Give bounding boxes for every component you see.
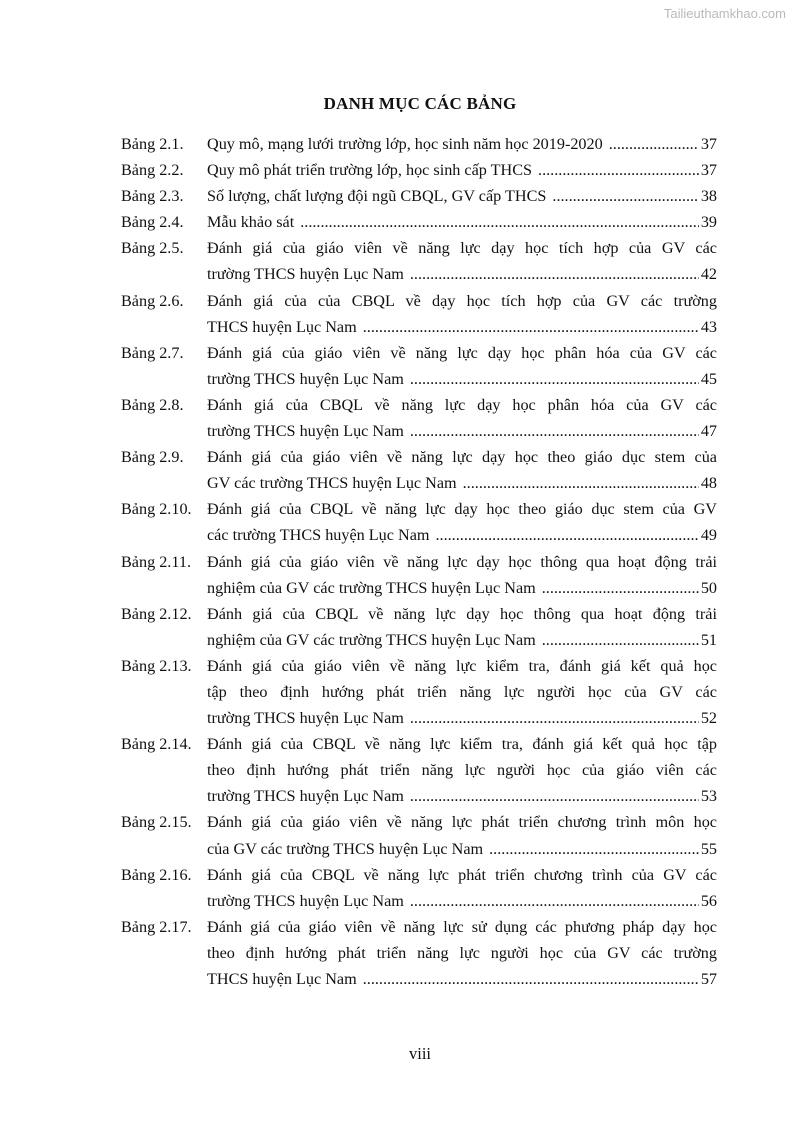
dot-leader	[609, 131, 699, 157]
table-list-entry[interactable]	[121, 601, 717, 653]
table-list-entry[interactable]	[121, 862, 717, 914]
entry-number: Bảng 2.13.	[121, 656, 192, 675]
entry-number: Bảng 2.12.	[121, 604, 192, 623]
entry-caption-line: của GV các trường THCS huyện Lục Nam	[207, 839, 484, 858]
entry-caption-line: trường THCS huyện Lục Nam	[207, 787, 404, 806]
table-list-entry[interactable]	[121, 183, 717, 209]
entry-caption-line: THCS huyện Lục Nam	[207, 970, 357, 988]
entry-caption-line: GV các trường THCS huyện Lục Nam	[207, 474, 457, 493]
entry-number: Bảng 2.10.	[121, 500, 192, 519]
entry-caption	[207, 183, 717, 209]
entry-caption-line: Đánh giá của giáo viên về năng lực dạy học tích hợp của GV các	[207, 239, 717, 258]
dot-leader	[542, 627, 699, 653]
entry-number: Bảng 2.4.	[121, 213, 184, 232]
entry-page-number: 37	[700, 135, 717, 153]
dot-leader	[410, 888, 699, 914]
entry-number: Bảng 2.17.	[121, 917, 192, 936]
table-list-entry[interactable]	[121, 653, 717, 731]
entry-caption	[207, 392, 717, 444]
dot-leader	[410, 418, 699, 444]
entry-page-number: 37	[700, 161, 717, 180]
entry-caption-line: theo định hướng phát triển năng lực người học của giáo viên các	[207, 761, 717, 780]
table-list-entry[interactable]	[121, 809, 717, 861]
dot-leader	[435, 522, 698, 548]
entry-page-number: 39	[700, 213, 717, 232]
entry-caption	[207, 653, 717, 731]
entry-caption-line: Đánh giá của giáo viên về năng lực phát triển chương trình môn học	[207, 813, 717, 832]
entry-page-number: 57	[700, 970, 717, 988]
entry-number: Bảng 2.5.	[121, 239, 184, 258]
entry-caption-line: trường THCS huyện Lục Nam	[207, 369, 404, 388]
entry-number: Bảng 2.9.	[121, 448, 184, 467]
entry-caption-line: Quy mô phát triển trường lớp, học sinh cấp THCS	[207, 161, 533, 180]
table-list-entry[interactable]	[121, 731, 717, 809]
dot-leader	[410, 783, 699, 809]
entry-caption-line: trường THCS huyện Lục Nam	[207, 265, 404, 284]
entry-caption	[207, 549, 717, 601]
entry-number: Bảng 2.3.	[121, 187, 184, 206]
table-list-entry[interactable]	[121, 340, 717, 392]
entry-page-number: 38	[700, 187, 717, 206]
entry-caption-line: Đánh giá của CBQL về năng lực dạy học theo giáo dục stem của GV	[207, 500, 717, 519]
entry-caption-line: THCS huyện Lục Nam	[207, 317, 357, 336]
entry-caption	[207, 209, 717, 235]
entry-caption-line: nghiệm của GV các trường THCS huyện Lục Nam	[207, 630, 536, 649]
entry-caption-line: Đánh giá của CBQL về năng lực phát triển chương trình của GV các	[207, 865, 717, 884]
entry-page-number: 47	[700, 422, 717, 441]
entry-caption-line: Đánh giá của CBQL về năng lực kiểm tra, đánh giá kết quả học tập	[207, 735, 717, 754]
entry-caption-line: nghiệm của GV các trường THCS huyện Lục Nam	[207, 578, 536, 597]
entry-page-number: 53	[700, 787, 717, 806]
entry-caption	[207, 601, 717, 653]
entry-caption-line: Đánh giá của CBQL về năng lực dạy học thông qua hoạt động trải	[207, 604, 717, 623]
entry-page-number: 48	[700, 474, 717, 493]
entry-number: Bảng 2.11.	[121, 552, 191, 571]
entry-caption-line: Quy mô, mạng lưới trường lớp, học sinh năm học 2019-2020	[207, 135, 603, 153]
entry-caption-line: trường THCS huyện Lục Nam	[207, 422, 404, 441]
table-list-entry[interactable]	[121, 209, 717, 235]
page-title: DANH MỤC CÁC BẢNG	[323, 94, 517, 113]
entry-caption	[207, 914, 717, 992]
entry-number: Bảng 2.7.	[121, 343, 184, 362]
entry-page-number: 55	[700, 839, 717, 858]
dot-leader	[463, 470, 699, 496]
entry-caption-line: trường THCS huyện Lục Nam	[207, 709, 404, 728]
table-list-entry[interactable]	[121, 235, 717, 287]
entry-caption-line: trường THCS huyện Lục Nam	[207, 891, 404, 910]
table-list	[121, 131, 717, 992]
table-list-entry[interactable]	[121, 444, 717, 496]
entry-page-number: 50	[700, 578, 717, 597]
entry-number: Bảng 2.1.	[121, 135, 184, 153]
entry-number: Bảng 2.16.	[121, 865, 192, 884]
entry-page-number: 51	[700, 630, 717, 649]
entry-caption	[207, 131, 717, 157]
entry-caption-line: các trường THCS huyện Lục Nam	[207, 526, 430, 545]
table-list-entry[interactable]	[121, 131, 717, 157]
entry-caption-line: Đánh giá của giáo viên về năng lực sử dụng các phương pháp dạy học	[207, 917, 717, 936]
dot-leader	[300, 209, 699, 235]
table-list-entry[interactable]	[121, 496, 717, 548]
dot-leader	[410, 366, 699, 392]
entry-caption	[207, 862, 717, 914]
entry-page-number: 56	[700, 891, 717, 910]
page-number: viii	[408, 1044, 431, 1063]
entry-caption-line: theo định hướng phát triển năng lực người học của GV các trường	[207, 943, 717, 962]
table-list-entry[interactable]	[121, 914, 717, 992]
entry-caption-line: Đánh giá của giáo viên về năng lực dạy học phân hóa của GV các	[207, 343, 717, 362]
entry-caption-line: Đánh giá của của CBQL về dạy học tích hợp của GV các trường	[207, 291, 717, 310]
dot-leader	[363, 966, 699, 992]
entry-caption	[207, 157, 717, 183]
entry-caption-line: Đánh giá của giáo viên về năng lực dạy học theo giáo dục stem của	[207, 448, 717, 467]
entry-caption-line: Mẫu khảo sát	[207, 213, 295, 232]
entry-caption-line: Đánh giá của CBQL về năng lực dạy học phân hóa của GV các	[207, 395, 717, 414]
table-list-entry[interactable]	[121, 288, 717, 340]
entry-caption	[207, 731, 717, 809]
entry-caption-line: Đánh giá của giáo viên về năng lực kiểm tra, đánh giá kết quả học	[207, 656, 717, 675]
dot-leader	[542, 575, 699, 601]
entry-caption	[207, 340, 717, 392]
watermark: Tailieuthamkhao.com	[663, 6, 786, 21]
table-list-entry[interactable]	[121, 157, 717, 183]
entry-caption-line: Số lượng, chất lượng đội ngũ CBQL, GV cấp THCS	[207, 187, 547, 206]
table-list-entry[interactable]	[121, 549, 717, 601]
entry-page-number: 42	[700, 265, 717, 284]
entry-caption	[207, 444, 717, 496]
entry-page-number: 52	[700, 709, 717, 728]
dot-leader	[489, 836, 699, 862]
entry-number: Bảng 2.15.	[121, 813, 192, 832]
entry-caption	[207, 235, 717, 287]
entry-number: Bảng 2.8.	[121, 395, 184, 414]
dot-leader	[410, 261, 699, 287]
entry-caption	[207, 288, 717, 340]
entry-caption	[207, 496, 717, 548]
entry-caption	[207, 809, 717, 861]
dot-leader	[538, 157, 699, 183]
table-list-entry[interactable]	[121, 392, 717, 444]
entry-number: Bảng 2.2.	[121, 161, 184, 180]
entry-page-number: 45	[700, 369, 717, 388]
entry-caption-line: tập theo định hướng phát triển năng lực người học của GV các	[207, 682, 717, 701]
dot-leader	[363, 314, 699, 340]
entry-number: Bảng 2.6.	[121, 291, 184, 310]
entry-page-number: 43	[700, 317, 717, 336]
entry-number: Bảng 2.14.	[121, 735, 192, 754]
dot-leader	[410, 705, 699, 731]
dot-leader	[552, 183, 698, 209]
entry-page-number: 49	[700, 526, 717, 545]
entry-caption-line: Đánh giá của giáo viên về năng lực dạy học thông qua hoạt động trải	[207, 552, 717, 571]
